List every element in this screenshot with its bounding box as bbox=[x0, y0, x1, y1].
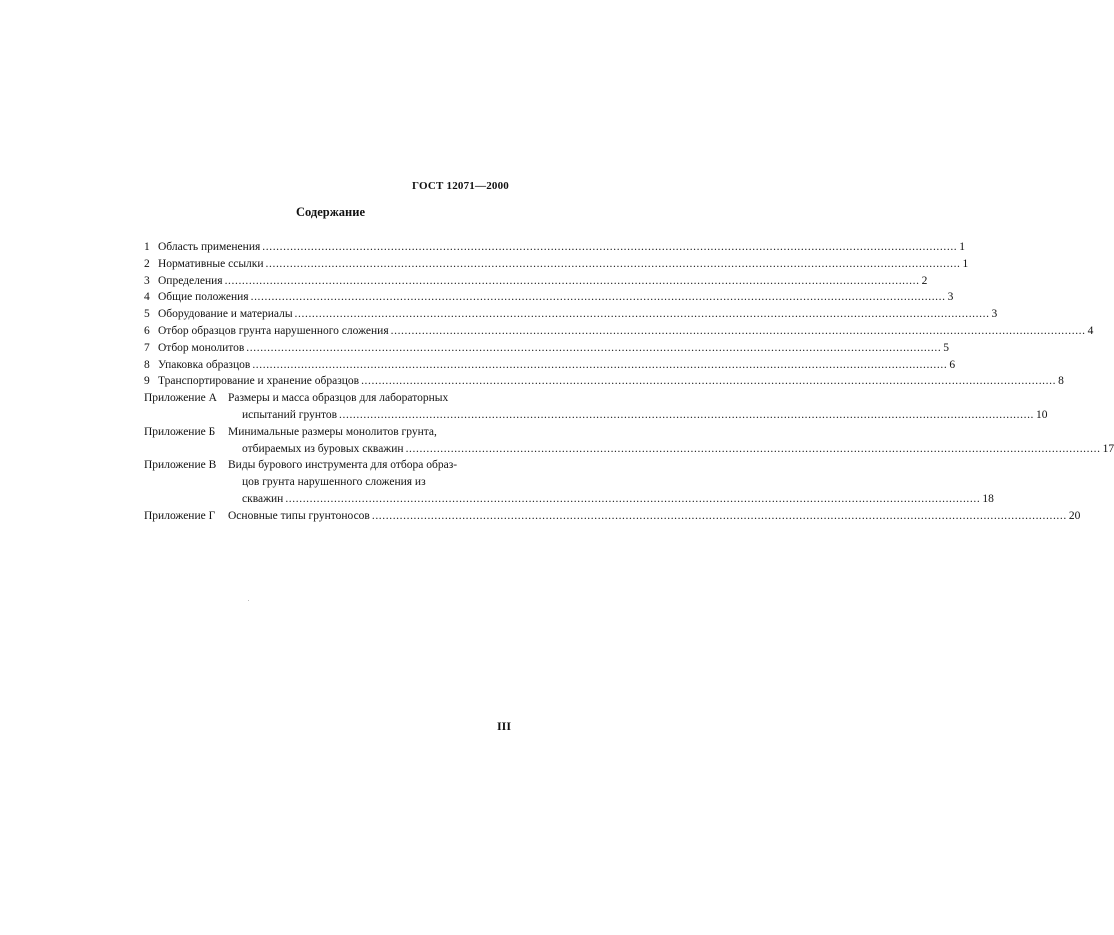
appendix-title-line: Виды бурового инструмента для отбора образ- bbox=[228, 459, 458, 472]
appendix-page: 17 bbox=[1102, 442, 1114, 455]
appendix-prefix: Приложение А bbox=[144, 392, 217, 405]
toc-item-page: 6 bbox=[949, 358, 956, 371]
toc-item-label: Отбор монолитов bbox=[158, 341, 245, 354]
leader-dots bbox=[372, 508, 1067, 525]
toc-item-label: Определения bbox=[158, 274, 223, 287]
toc-item-label: Нормативные ссылки bbox=[158, 257, 264, 270]
toc-item bbox=[144, 256, 969, 273]
toc-item-page: 4 bbox=[1087, 324, 1094, 337]
leader-dots bbox=[251, 289, 946, 306]
toc-item bbox=[144, 273, 928, 290]
table-of-contents bbox=[144, 239, 1114, 525]
appendix-page: 20 bbox=[1068, 509, 1081, 522]
toc-item-page: 3 bbox=[947, 291, 954, 304]
appendix-page: 18 bbox=[982, 492, 994, 505]
toc-item-number: 1 bbox=[144, 241, 150, 253]
toc-item bbox=[144, 357, 956, 374]
toc-item bbox=[144, 373, 1064, 390]
leader-dots bbox=[225, 273, 920, 290]
toc-appendix bbox=[144, 424, 1114, 458]
appendix-title-last-line bbox=[228, 407, 1048, 424]
appendix-title-line: скважин bbox=[242, 492, 284, 505]
scan-speck bbox=[248, 600, 249, 601]
appendix-title-last-line bbox=[228, 441, 1114, 458]
toc-item-number: 6 bbox=[144, 324, 150, 337]
toc-item-label: Транспортирование и хранение образцов bbox=[158, 375, 360, 388]
toc-item-number: 3 bbox=[144, 274, 150, 287]
toc-item bbox=[144, 306, 998, 323]
leader-dots bbox=[252, 357, 947, 374]
toc-item-label: Отбор образцов грунта нарушенного сложения bbox=[158, 324, 389, 337]
toc-item-page: 8 bbox=[1058, 375, 1064, 388]
leader-dots bbox=[391, 323, 1086, 340]
appendix-page: 10 bbox=[1036, 408, 1048, 421]
toc-item-number: 8 bbox=[144, 358, 150, 371]
toc-item-page: 3 bbox=[991, 308, 998, 321]
appendix-prefix: Приложение В bbox=[144, 459, 217, 472]
toc-item-number: 9 bbox=[144, 375, 150, 388]
toc-appendix bbox=[144, 508, 1081, 525]
appendix-title-line: отбираемых из буровых скважин bbox=[242, 442, 404, 455]
toc-item-label: Общие положения bbox=[158, 291, 249, 304]
appendix-title-last-line bbox=[228, 508, 1080, 525]
leader-dots bbox=[266, 256, 961, 273]
toc-item bbox=[144, 323, 1094, 340]
toc-item-page: 1 bbox=[959, 241, 966, 253]
toc-item-number: 4 bbox=[144, 291, 150, 304]
toc-item-number: 5 bbox=[144, 308, 150, 321]
toc-item bbox=[144, 289, 954, 306]
leader-dots bbox=[361, 373, 1056, 390]
appendix-title-line: испытаний грунтов bbox=[242, 408, 338, 421]
toc-item bbox=[144, 340, 950, 357]
leader-dots bbox=[246, 340, 941, 357]
toc-item-page: 1 bbox=[962, 257, 969, 270]
leader-dots bbox=[285, 491, 980, 508]
appendix-title-line: Размеры и масса образцов для лабораторных bbox=[228, 392, 449, 405]
toc-item-number: 2 bbox=[144, 257, 150, 270]
toc-item-label: Оборудование и материалы bbox=[158, 308, 293, 321]
appendix-title-last-line bbox=[228, 491, 994, 508]
appendix-title-line: цов грунта нарушенного сложения из bbox=[242, 476, 426, 489]
toc-appendix bbox=[144, 457, 994, 507]
appendix-prefix: Приложение Г bbox=[144, 509, 216, 522]
document-code: ГОСТ 12071—2000 bbox=[412, 180, 509, 192]
leader-dots bbox=[295, 306, 990, 323]
toc-item-page: 2 bbox=[921, 274, 928, 287]
appendix-prefix: Приложение Б bbox=[144, 425, 216, 438]
toc-item-page: 5 bbox=[943, 341, 950, 354]
toc-item-label: Область применения bbox=[158, 241, 261, 253]
toc-item bbox=[144, 239, 966, 256]
toc-title: Содержание bbox=[295, 205, 365, 219]
toc-item-number: 7 bbox=[144, 341, 150, 354]
page-number: III bbox=[496, 719, 511, 733]
appendix-title-line: Минимальные размеры монолитов грунта, bbox=[228, 425, 437, 438]
leader-dots bbox=[262, 239, 957, 256]
toc-item-label: Упаковка образцов bbox=[158, 358, 251, 371]
appendix-title-line: Основные типы грунтоносов bbox=[228, 509, 370, 522]
leader-dots bbox=[406, 441, 1101, 458]
toc-appendix bbox=[144, 390, 1048, 424]
leader-dots bbox=[339, 407, 1034, 424]
